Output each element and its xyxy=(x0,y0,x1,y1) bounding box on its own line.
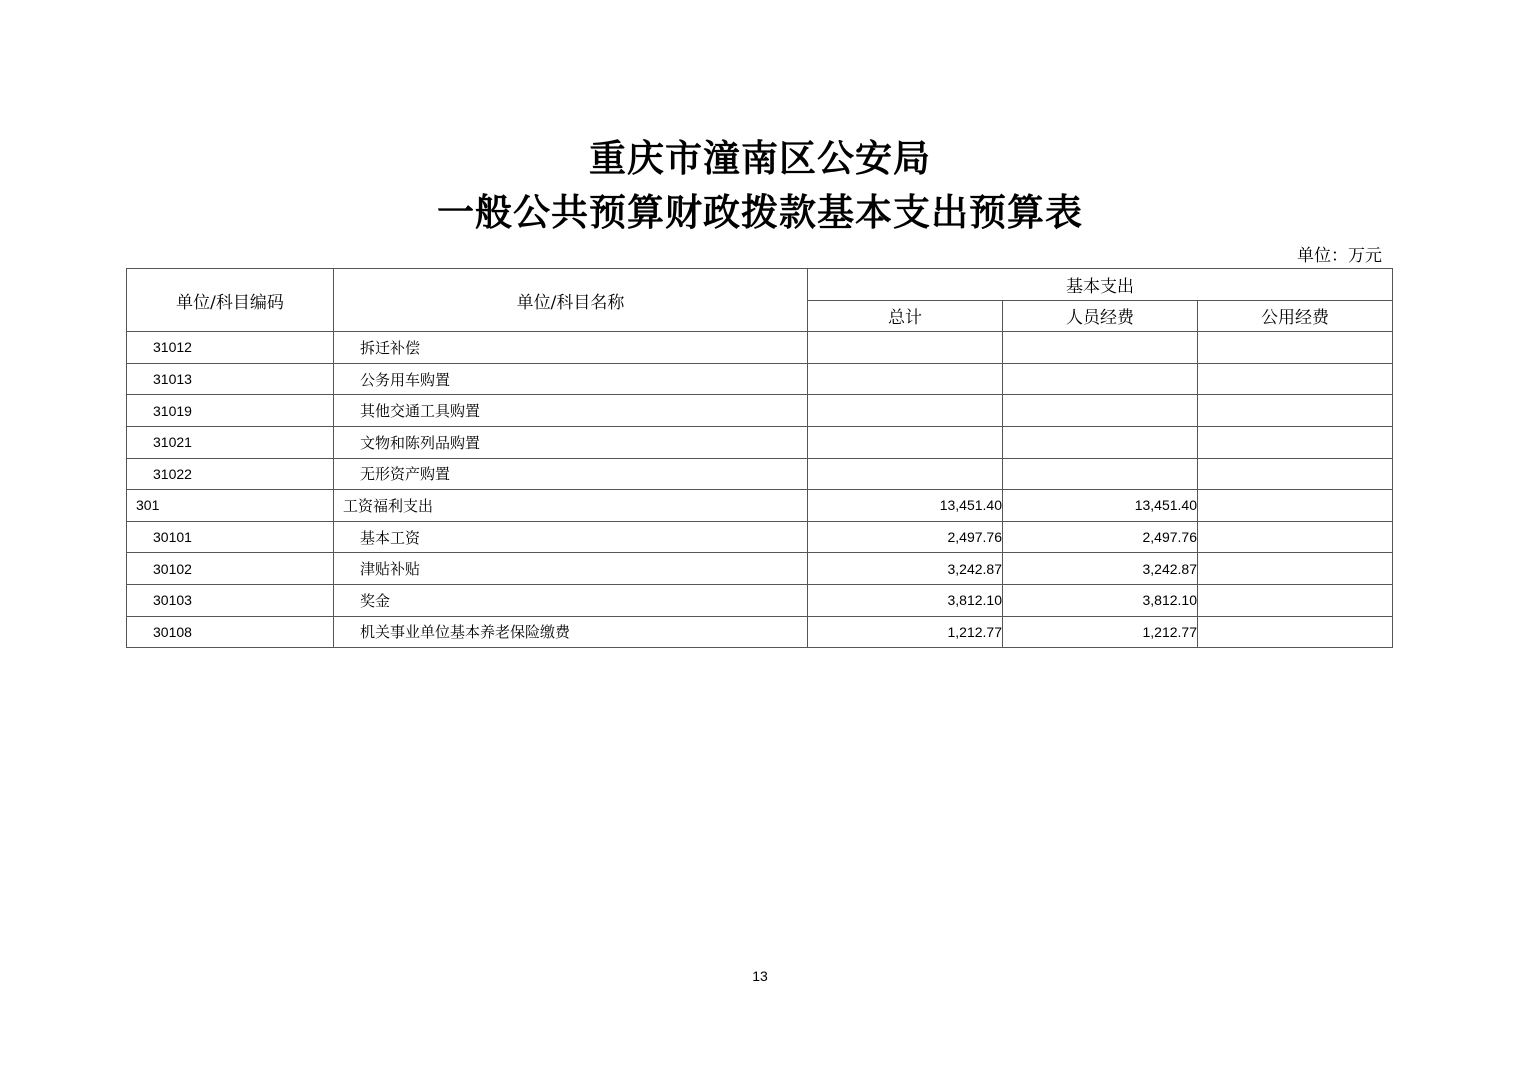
table-header xyxy=(127,269,1393,332)
cell-code: 30102 xyxy=(127,553,334,585)
table-row xyxy=(127,616,1393,648)
cell-public xyxy=(1198,458,1393,490)
table-row xyxy=(127,584,1393,616)
table-row xyxy=(127,363,1393,395)
table-row xyxy=(127,426,1393,458)
table-row xyxy=(127,332,1393,364)
header-personnel: 人员经费 xyxy=(1003,300,1198,332)
cell-personnel: 13,451.40 xyxy=(1003,490,1198,522)
cell-name: 机关事业单位基本养老保险缴费 xyxy=(334,616,808,648)
cell-code: 30108 xyxy=(127,616,334,648)
cell-total xyxy=(808,426,1003,458)
page-title-line-2: 一般公共预算财政拨款基本支出预算表 xyxy=(437,190,1083,234)
budget-table xyxy=(126,268,1393,648)
cell-total: 2,497.76 xyxy=(808,521,1003,553)
cell-public xyxy=(1198,521,1393,553)
cell-name: 津贴补贴 xyxy=(334,553,808,585)
table-row xyxy=(127,521,1393,553)
cell-code: 31021 xyxy=(127,426,334,458)
cell-public xyxy=(1198,332,1393,364)
cell-code: 30103 xyxy=(127,584,334,616)
cell-code: 31019 xyxy=(127,395,334,427)
table-body xyxy=(127,332,1393,648)
cell-total: 13,451.40 xyxy=(808,490,1003,522)
cell-total: 3,812.10 xyxy=(808,584,1003,616)
cell-personnel: 3,242.87 xyxy=(1003,553,1198,585)
cell-name: 无形资产购置 xyxy=(334,458,808,490)
page-title-line-1: 重庆市潼南区公安局 xyxy=(589,136,931,180)
cell-code: 30101 xyxy=(127,521,334,553)
cell-code: 31012 xyxy=(127,332,334,364)
cell-personnel: 3,812.10 xyxy=(1003,584,1198,616)
cell-public xyxy=(1198,553,1393,585)
cell-personnel xyxy=(1003,426,1198,458)
cell-public xyxy=(1198,395,1393,427)
table-row xyxy=(127,553,1393,585)
header-public: 公用经费 xyxy=(1198,300,1393,332)
cell-public xyxy=(1198,584,1393,616)
table-row xyxy=(127,490,1393,522)
cell-total xyxy=(808,395,1003,427)
cell-code: 31013 xyxy=(127,363,334,395)
header-name: 单位/科目名称 xyxy=(334,269,808,332)
cell-public xyxy=(1198,616,1393,648)
cell-personnel: 2,497.76 xyxy=(1003,521,1198,553)
cell-name: 奖金 xyxy=(334,584,808,616)
cell-personnel: 1,212.77 xyxy=(1003,616,1198,648)
cell-public xyxy=(1198,363,1393,395)
cell-total xyxy=(808,363,1003,395)
header-total: 总计 xyxy=(808,300,1003,332)
cell-name: 公务用车购置 xyxy=(334,363,808,395)
cell-personnel xyxy=(1003,363,1198,395)
table-row xyxy=(127,458,1393,490)
cell-public xyxy=(1198,426,1393,458)
cell-code: 301 xyxy=(127,490,334,522)
cell-name: 工资福利支出 xyxy=(334,490,808,522)
cell-name: 拆迁补偿 xyxy=(334,332,808,364)
cell-total xyxy=(808,332,1003,364)
cell-personnel xyxy=(1003,395,1198,427)
cell-name: 基本工资 xyxy=(334,521,808,553)
cell-total xyxy=(808,458,1003,490)
table-row xyxy=(127,395,1393,427)
cell-personnel xyxy=(1003,458,1198,490)
page-number: 13 xyxy=(752,968,768,984)
cell-name: 其他交通工具购置 xyxy=(334,395,808,427)
unit-label: 单位：万元 xyxy=(1297,246,1382,266)
cell-name: 文物和陈列品购置 xyxy=(334,426,808,458)
cell-total: 3,242.87 xyxy=(808,553,1003,585)
cell-personnel xyxy=(1003,332,1198,364)
cell-total: 1,212.77 xyxy=(808,616,1003,648)
cell-public xyxy=(1198,490,1393,522)
cell-code: 31022 xyxy=(127,458,334,490)
header-basic-expenditure: 基本支出 xyxy=(808,269,1393,301)
header-code: 单位/科目编码 xyxy=(127,269,334,332)
